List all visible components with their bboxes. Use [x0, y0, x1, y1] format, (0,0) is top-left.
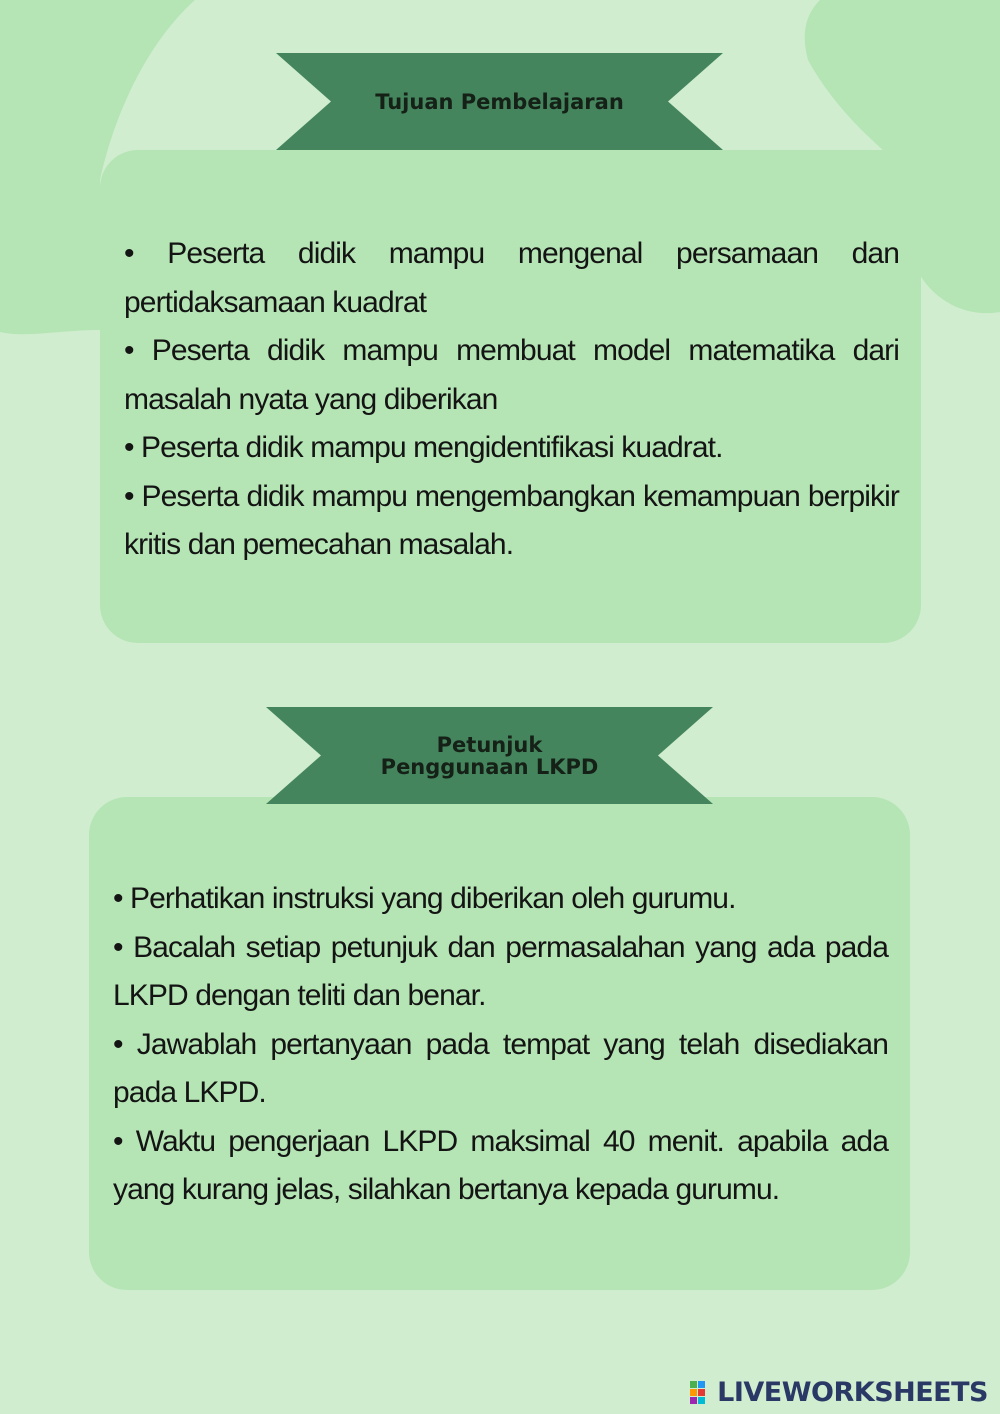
list-item: • Peserta didik mampu mengidentifikasi kuadrat.	[124, 431, 723, 464]
usage-instructions-list	[113, 875, 888, 1215]
learning-objectives-title: Tujuan Pembelajaran	[375, 89, 624, 114]
liveworksheets-wordmark: LIVEWORKSHEETS	[717, 1377, 988, 1408]
liveworksheets-logo-icon	[690, 1381, 714, 1405]
list-item: • Peserta didik mampu mengembangkan kemampuan berpikir kritis dan pemecahan masalah.	[124, 479, 899, 561]
liveworksheets-brand	[690, 1377, 988, 1408]
learning-objectives-list	[124, 230, 899, 570]
list-item: • Peserta didik mampu mengenal persamaan dan pertidaksamaan kuadrat	[124, 237, 899, 319]
list-item: • Peserta didik mampu membuat model matematika dari masalah nyata yang diberikan	[124, 334, 899, 416]
list-item: • Waktu pengerjaan LKPD maksimal 40 menit. apabila ada yang kurang jelas, silahkan bertanya kepada gurumu.	[113, 1124, 888, 1206]
usage-instructions-ribbon	[266, 707, 713, 804]
list-item: • Bacalah setiap petunjuk dan permasalahan yang ada pada LKPD dengan teliti dan benar.	[113, 930, 888, 1012]
list-item: • Perhatikan instruksi yang diberikan oleh gurumu.	[113, 882, 736, 915]
learning-objectives-ribbon	[276, 53, 723, 150]
usage-instructions-title: Petunjuk Penggunaan LKPD	[380, 732, 599, 779]
list-item: • Jawablah pertanyaan pada tempat yang telah disediakan pada LKPD.	[113, 1027, 888, 1109]
